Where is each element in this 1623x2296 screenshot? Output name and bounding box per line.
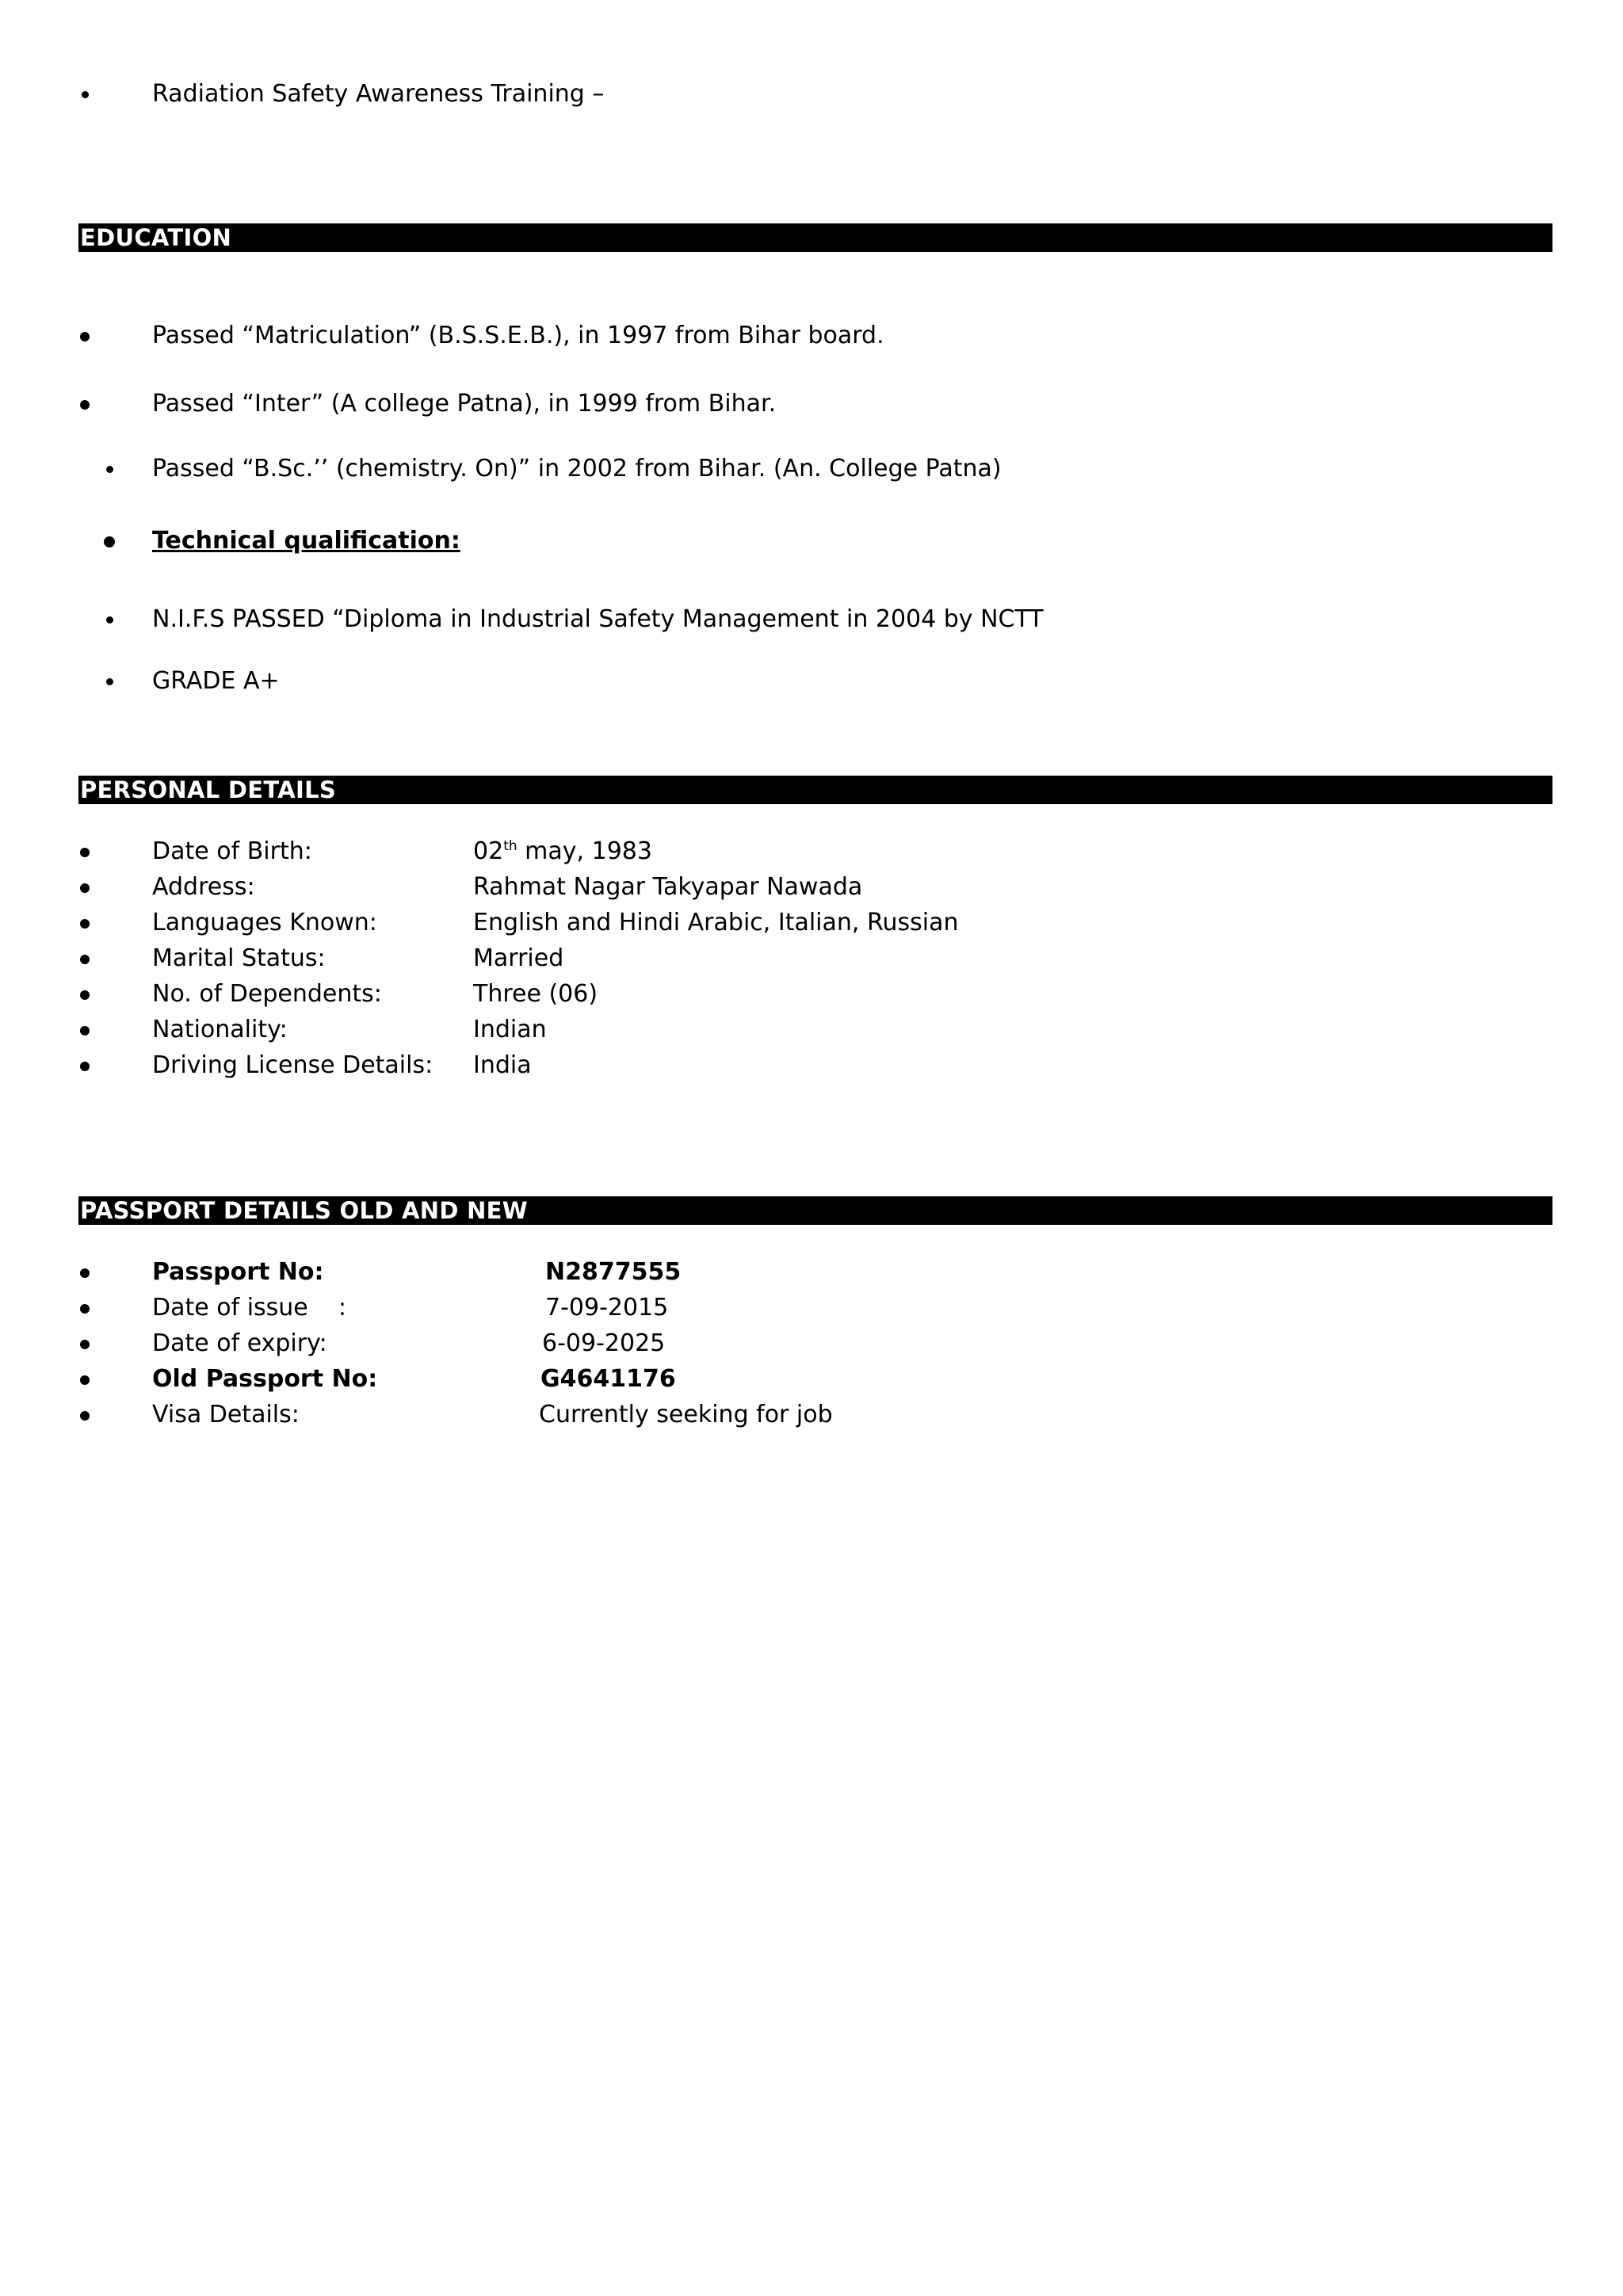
detail-label: Nationality: (152, 1016, 288, 1043)
detail-label: Old Passport No: (152, 1365, 378, 1393)
detail-value: 6-09-2025 (542, 1329, 666, 1357)
detail-value (473, 834, 652, 869)
bullet (69, 870, 101, 905)
bullet (69, 1398, 101, 1432)
education-section-header (78, 223, 1552, 252)
detail-label: Date of expiry: (152, 1329, 327, 1357)
bullet (94, 452, 125, 486)
training-item: Radiation Safety Awareness Training – (152, 80, 605, 108)
technical-item: N.I.F.S PASSED “Diploma in Industrial Safety Management in 2004 by NCTT (152, 605, 1044, 633)
bullet (94, 602, 125, 637)
bullet (94, 664, 125, 699)
detail-label: No. of Dependents: (152, 980, 382, 1008)
bullet (69, 1255, 101, 1290)
technical-item: GRADE A+ (152, 667, 280, 695)
bullet (94, 524, 125, 559)
bullet (69, 941, 101, 976)
section-title: PASSPORT DETAILS OLD AND NEW (80, 1197, 529, 1224)
detail-value: Married (473, 944, 564, 972)
detail-value: India (473, 1051, 532, 1079)
section-title: EDUCATION (80, 224, 232, 251)
section-title: PERSONAL DETAILS (80, 776, 337, 803)
bullet (69, 1326, 101, 1361)
detail-label: Visa Details: (152, 1401, 300, 1428)
value-part: 02 (473, 837, 504, 865)
bullet (69, 77, 101, 112)
value-part: may, 1983 (517, 837, 652, 865)
bullet (69, 1291, 101, 1325)
detail-value: Indian (473, 1016, 547, 1043)
bullet (69, 387, 101, 421)
bullet (69, 906, 101, 940)
detail-value: Three (06) (473, 980, 598, 1008)
bullet (69, 977, 101, 1012)
detail-value: English and Hindi Arabic, Italian, Russian (473, 909, 959, 936)
bullet (69, 1362, 101, 1397)
education-item: Passed “B.Sc.’’ (chemistry. On)” in 2002 from Bihar. (An. College Patna) (152, 455, 1002, 482)
detail-label: Address: (152, 873, 255, 901)
detail-value: Rahmat Nagar Takyapar Nawada (473, 873, 863, 901)
detail-value: G4641176 (540, 1365, 676, 1393)
bullet (69, 834, 101, 869)
education-item: Passed “Inter” (A college Patna), in 1999 from Bihar. (152, 390, 777, 418)
passport-details-section-header (78, 1196, 1552, 1225)
bullet (69, 1048, 101, 1083)
detail-label: Date of issue : (152, 1294, 347, 1322)
detail-label: Driving License Details: (152, 1051, 433, 1079)
bullet (69, 1013, 101, 1047)
value-superscript: th (503, 838, 517, 854)
detail-label: Passport No: (152, 1258, 324, 1286)
detail-label: Marital Status: (152, 944, 326, 972)
technical-qualification-heading: Technical qualification: (152, 527, 460, 555)
detail-value: N2877555 (545, 1258, 682, 1286)
detail-label: Date of Birth: (152, 837, 312, 865)
personal-details-section-header (78, 776, 1552, 804)
education-item: Passed “Matriculation” (B.S.S.E.B.), in 1997 from Bihar board. (152, 322, 884, 349)
detail-label: Languages Known: (152, 909, 377, 936)
detail-value: 7-09-2015 (545, 1294, 669, 1322)
detail-value: Currently seeking for job (539, 1401, 833, 1428)
bullet (69, 318, 101, 353)
